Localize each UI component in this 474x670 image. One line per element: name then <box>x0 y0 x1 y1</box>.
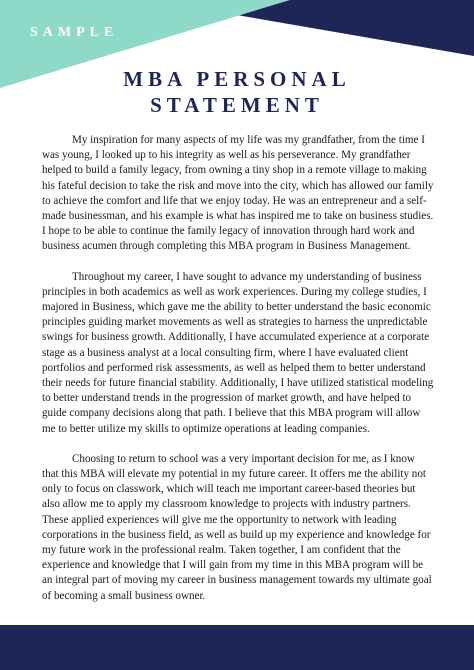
paragraph-2: Throughout my career, I have sought to advance my understanding of business principles in both academics as well as work experiences. During my college studies, I majored in Business, which gave me the ability to better understand the basic economic principles guiding market movements as well as strategies to harness the unpredictable swings for business growth. Additionally, I have accumulated experience at a corporate stage as a business analyst at a local consulting firm, where I have evaluated client portfolios and performed risk assessments, as well as helped them to better understand their needs for future financial stability. Additionally, I have utilized statistical modeling to better understand trends in the progression of market growth, and have helped to guide company decisions along that path. I believe that this MBA program will allow me to better utilize my skills to optimize operations at leading companies. <box>42 270 434 435</box>
sample-label: SAMPLE <box>30 25 119 40</box>
paragraph-1: My inspiration for many aspects of my life was my grandfather, from the time I was young, I looked up to his integrity as well as his perseverance. My grandfather helped to build a family legacy, from owning a tiny shop in a remote village to making his fateful decision to take the risk and move into the city, which has allowed our family to achieve the comfort and life that we enjoy today. He was an entrepreneur and a self-made businessman, and his example is what has inspired me to take on business studies. I hope to be able to continue the family legacy of innovation through hard work and business acumen through completing this MBA program in Business Management. <box>42 134 434 253</box>
page-title-line-1: MBA PERSONAL <box>123 67 351 91</box>
statement-body <box>42 133 434 619</box>
paragraph-3: Choosing to return to school was a very important decision for me, as I know that this MBA will elevate my potential in my future career. It offers me the ability not only to focus on classwork, which will teach me important career-based theories but also allow me to apply my classroom knowledge to projects with industry partners. These applied experiences will give me the opportunity to network with leading corporations in the business field, as well as build up my experience and knowledge for my future work in the professional realm. Taken together, I am confident that the experience and knowledge that I will gain from my time in this MBA program will be an integral part of moving my career in business management towards my ultimate goal of becoming a small business owner. <box>42 452 432 602</box>
footer-bar <box>0 625 474 670</box>
page-title-line-2: STATEMENT <box>150 93 324 117</box>
